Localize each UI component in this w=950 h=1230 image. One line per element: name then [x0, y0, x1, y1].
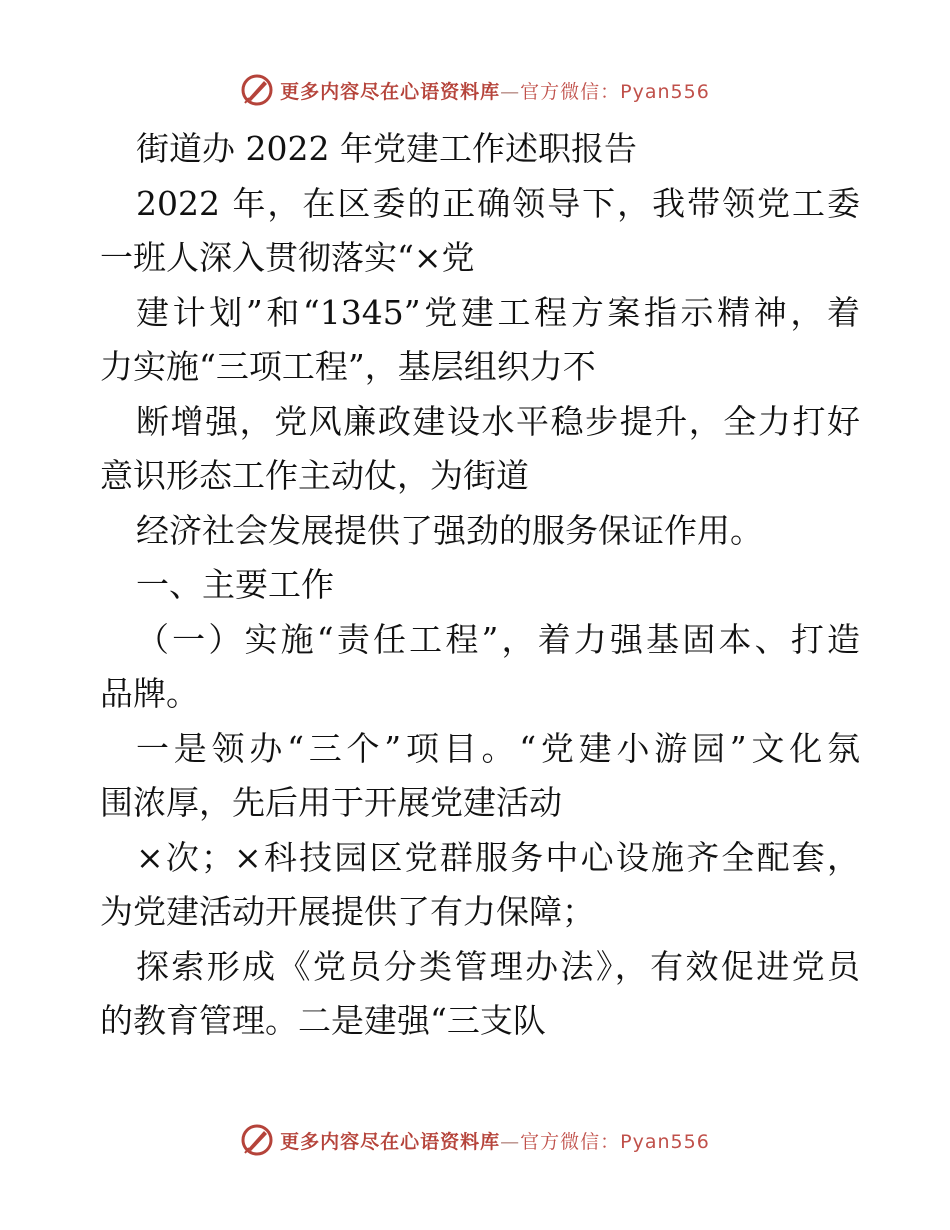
- subsection-heading: 品牌。: [100, 674, 199, 713]
- paragraph-line: 意识形态工作主动仗，为街道: [100, 456, 529, 495]
- watermark-text: 更多内容尽在心语资料库—官方微信：Pyan556: [280, 80, 710, 103]
- paragraph-line: 2022 年，在区委的正确领导下，我带领党工委: [136, 183, 860, 223]
- footer-watermark: [0, 1120, 950, 1160]
- section-heading: 一、主要工作: [136, 565, 334, 604]
- paragraph-line: 力实施“三项工程”，基层组织力不: [100, 347, 596, 386]
- paragraph-line: ×次；×科技园区党群服务中心设施齐全配套，: [136, 837, 860, 877]
- paragraph-line: 的教育管理。二是建强“三支队: [100, 1001, 546, 1040]
- header-watermark: [0, 70, 950, 110]
- document-body: [100, 122, 860, 1049]
- paragraph-line: 断增强，党风廉政建设水平稳步提升，全力打好: [136, 401, 860, 441]
- watermark-text: 更多内容尽在心语资料库—官方微信：Pyan556: [280, 1130, 710, 1153]
- subsection-heading: （一）实施“责任工程”，着力强基固本、打造: [136, 619, 860, 659]
- paragraph-line: 建计划”和“1345”党建工程方案指示精神，着: [136, 292, 860, 332]
- paragraph-line: 探索形成《党员分类管理办法》，有效促进党员: [136, 946, 860, 986]
- paragraph-line: 一是领办“三个”项目。“党建小游园”文化氛: [136, 728, 860, 768]
- quill-logo-icon: [240, 73, 274, 107]
- paragraph-line: 一班人深入贯彻落实“×党: [100, 238, 475, 277]
- document-title: 街道办 2022 年党建工作述职报告: [136, 129, 637, 168]
- paragraph-line: 围浓厚，先后用于开展党建活动: [100, 783, 562, 822]
- quill-logo-icon: [240, 1123, 274, 1157]
- paragraph-line: 经济社会发展提供了强劲的服务保证作用。: [136, 510, 763, 550]
- paragraph-line: 为党建活动开展提供了有力保障；: [100, 892, 595, 931]
